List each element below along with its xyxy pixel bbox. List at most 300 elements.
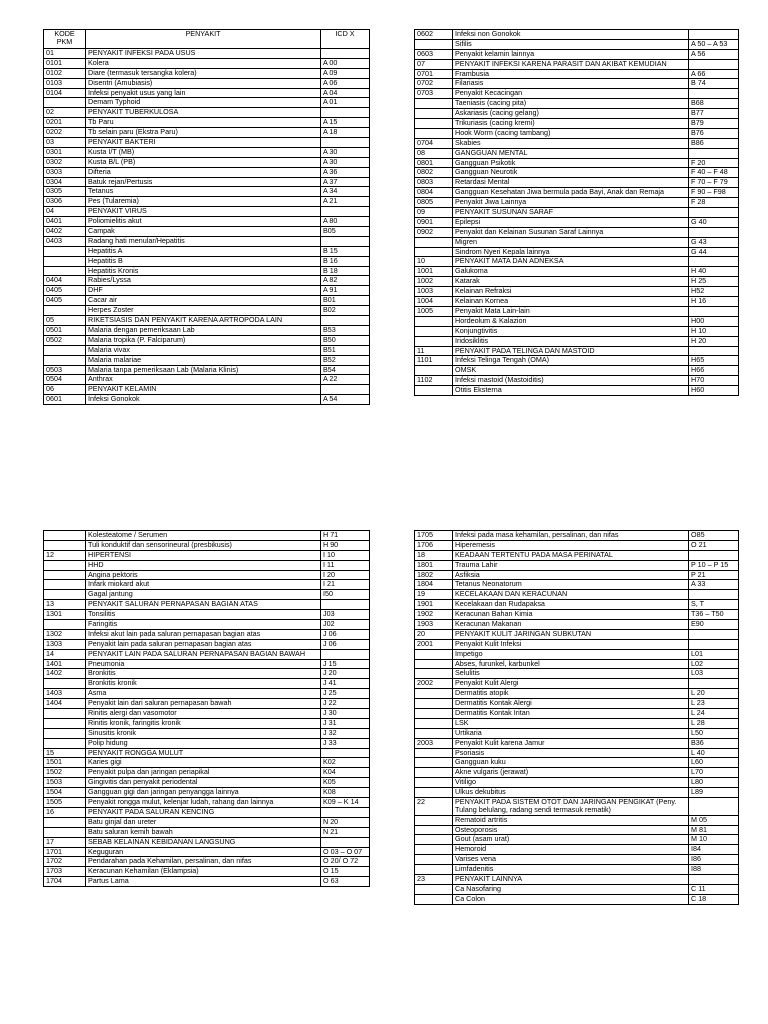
row-icd — [689, 227, 739, 237]
table-row — [44, 709, 370, 719]
row-code — [44, 718, 86, 728]
row-disease: Rematoid artritis — [453, 815, 689, 825]
row-icd: H65 — [689, 356, 739, 366]
row-icd — [321, 837, 370, 847]
table-row — [415, 386, 739, 396]
row-icd: C 18 — [689, 894, 739, 904]
row-code: 0403 — [44, 236, 86, 246]
row-disease: Psoriasis — [453, 748, 689, 758]
table-row — [415, 600, 739, 610]
row-icd: S, T — [689, 600, 739, 610]
row-icd: L 28 — [689, 718, 739, 728]
row-icd: H66 — [689, 366, 739, 376]
table-row — [44, 118, 370, 128]
row-code — [415, 39, 453, 49]
table-row — [415, 669, 739, 679]
row-disease: Hepatitis B — [86, 256, 321, 266]
row-icd — [689, 257, 739, 267]
row-disease: Ca Nasofaring — [453, 884, 689, 894]
table-row — [44, 236, 370, 246]
table-row — [415, 855, 739, 865]
row-icd: A 91 — [321, 286, 370, 296]
row-code — [44, 590, 86, 600]
table-row — [415, 267, 739, 277]
table-row — [415, 188, 739, 198]
row-code — [415, 894, 453, 904]
row-code: 2002 — [415, 679, 453, 689]
table-row — [44, 266, 370, 276]
row-icd: A 34 — [321, 187, 370, 197]
row-code: 01 — [44, 49, 86, 59]
row-disease: Infeksi penyakit usus yang lain — [86, 88, 321, 98]
row-code: 0405 — [44, 286, 86, 296]
table-row — [415, 689, 739, 699]
row-code — [415, 815, 453, 825]
disease-table-1 — [43, 29, 370, 405]
table-row — [415, 79, 739, 89]
row-code: 1002 — [415, 277, 453, 287]
row-disease: Infeksi Telinga Tengah (OMA) — [453, 356, 689, 366]
table-row — [415, 148, 739, 158]
row-disease: LSK — [453, 718, 689, 728]
row-icd: B77 — [689, 109, 739, 119]
row-code — [44, 827, 86, 837]
table-row — [44, 620, 370, 630]
table-row — [44, 78, 370, 88]
table-row — [44, 639, 370, 649]
row-icd: L80 — [689, 778, 739, 788]
row-disease: PENYAKIT PADA TELINGA DAN MASTOID — [453, 346, 689, 356]
row-icd: J 31 — [321, 718, 370, 728]
row-icd — [689, 89, 739, 99]
row-icd: J 25 — [321, 689, 370, 699]
row-icd: H 16 — [689, 297, 739, 307]
row-code: 0703 — [415, 89, 453, 99]
row-icd: J 41 — [321, 679, 370, 689]
row-icd — [689, 639, 739, 649]
row-icd: B01 — [321, 296, 370, 306]
table-row — [415, 550, 739, 560]
row-icd: A 50 – A 53 — [689, 39, 739, 49]
row-icd: L50 — [689, 728, 739, 738]
row-code — [415, 336, 453, 346]
row-icd: O85 — [689, 531, 739, 541]
row-disease: Malaria vivax — [86, 345, 321, 355]
row-icd: K08 — [321, 788, 370, 798]
row-code: 0804 — [415, 188, 453, 198]
row-disease: PENYAKIT PADA SALURAN KENCING — [86, 807, 321, 817]
table-row — [415, 718, 739, 728]
row-disease: Gangguan kuku — [453, 758, 689, 768]
row-disease: Malaria malariae — [86, 355, 321, 365]
row-disease: Infeksi non Gonokok — [453, 30, 689, 40]
row-disease: Penyakit Mata Lain-lain — [453, 306, 689, 316]
table-row — [415, 815, 739, 825]
table-header-row — [44, 30, 370, 49]
row-disease: Tb Paru — [86, 118, 321, 128]
row-disease: PENYAKIT TUBERKULOSA — [86, 108, 321, 118]
row-icd: A 18 — [321, 128, 370, 138]
row-disease: Tb selain paru (Ekstra Paru) — [86, 128, 321, 138]
row-code: 1804 — [415, 580, 453, 590]
row-icd — [689, 874, 739, 884]
table-row — [415, 788, 739, 798]
row-disease: Otitis Eksterna — [453, 386, 689, 396]
row-disease: HHD — [86, 560, 321, 570]
table-row — [44, 276, 370, 286]
row-disease: KECELAKAAN DAN KERACUNAN — [453, 590, 689, 600]
row-icd: A 21 — [321, 197, 370, 207]
table-row — [415, 316, 739, 326]
row-code: 1302 — [44, 629, 86, 639]
row-icd — [321, 649, 370, 659]
row-icd: B68 — [689, 99, 739, 109]
row-code: 1701 — [44, 847, 86, 857]
row-disease: Penyakit pulpa dan jaringan periapikal — [86, 768, 321, 778]
row-code — [44, 306, 86, 316]
table-row — [415, 884, 739, 894]
row-disease: Selulitis — [453, 669, 689, 679]
row-disease: PENYAKIT KULIT JARINGAN SUBKUTAN — [453, 629, 689, 639]
row-disease: Abses, furunkel, karbunkel — [453, 659, 689, 669]
row-icd: I86 — [689, 855, 739, 865]
table-row — [44, 778, 370, 788]
row-disease: Migren — [453, 237, 689, 247]
table-row — [44, 395, 370, 405]
row-code — [415, 758, 453, 768]
row-disease: Sindrom Nyeri Kepala lainnya — [453, 247, 689, 257]
row-code: 0501 — [44, 325, 86, 335]
row-code — [415, 709, 453, 719]
row-icd — [321, 49, 370, 59]
table-row — [415, 768, 739, 778]
row-code: 05 — [44, 316, 86, 326]
row-code: 11 — [415, 346, 453, 356]
row-icd: O 63 — [321, 877, 370, 887]
row-code: 0805 — [415, 198, 453, 208]
row-disease: PENYAKIT SALURAN PERNAPASAN BAGIAN ATAS — [86, 600, 321, 610]
row-icd: I 10 — [321, 550, 370, 560]
table-row — [44, 649, 370, 659]
row-code: 08 — [415, 148, 453, 158]
table-row — [415, 738, 739, 748]
row-icd: A 01 — [321, 98, 370, 108]
table-row — [415, 778, 739, 788]
row-code — [415, 788, 453, 798]
row-icd: A 30 — [321, 157, 370, 167]
row-icd — [321, 108, 370, 118]
row-code: 1303 — [44, 639, 86, 649]
row-disease: Penyakit Kulit karena Jamur — [453, 738, 689, 748]
row-icd — [321, 385, 370, 395]
row-icd: H00 — [689, 316, 739, 326]
row-icd: A 82 — [321, 276, 370, 286]
row-code — [415, 366, 453, 376]
row-code: 0302 — [44, 157, 86, 167]
table-row — [44, 355, 370, 365]
table-row — [44, 837, 370, 847]
table-row — [415, 610, 739, 620]
row-icd: B54 — [321, 365, 370, 375]
table-row — [44, 540, 370, 550]
row-disease: Pendarahan pada Kehamilan, persalinan, dan nifas — [86, 857, 321, 867]
row-code: 0603 — [415, 49, 453, 59]
row-icd — [321, 748, 370, 758]
row-icd: O 15 — [321, 867, 370, 877]
row-disease: Taeniasis (cacing pita) — [453, 99, 689, 109]
row-disease: Frambusia — [453, 69, 689, 79]
row-disease: PENYAKIT MATA DAN ADNEKSA — [453, 257, 689, 267]
table-row — [415, 306, 739, 316]
table-row — [44, 49, 370, 59]
row-code: 20 — [415, 629, 453, 639]
row-icd: F 70 – F 79 — [689, 178, 739, 188]
row-code — [415, 689, 453, 699]
table-row — [44, 699, 370, 709]
row-icd: A 09 — [321, 68, 370, 78]
row-icd: B51 — [321, 345, 370, 355]
row-code — [44, 355, 86, 365]
row-code: 0405 — [44, 296, 86, 306]
table-row — [415, 217, 739, 227]
row-icd: H70 — [689, 376, 739, 386]
row-code — [44, 738, 86, 748]
row-icd: F 28 — [689, 198, 739, 208]
table-row — [415, 639, 739, 649]
row-icd: K04 — [321, 768, 370, 778]
row-icd: H 90 — [321, 540, 370, 550]
table-row — [44, 847, 370, 857]
row-code: 1404 — [44, 699, 86, 709]
table-row — [44, 335, 370, 345]
table-row — [415, 699, 739, 709]
row-disease: Gangguan gigi dan jaringan penyangga lainnya — [86, 788, 321, 798]
table-row — [44, 807, 370, 817]
table-row — [44, 296, 370, 306]
row-code: 0103 — [44, 78, 86, 88]
row-code — [415, 718, 453, 728]
row-code: 1402 — [44, 669, 86, 679]
row-code: 0404 — [44, 276, 86, 286]
table-row — [415, 629, 739, 639]
row-disease: Penyakit lain dari saluran pernapasan bawah — [86, 699, 321, 709]
row-disease: Akne vulgaris (jerawat) — [453, 768, 689, 778]
row-code: 1003 — [415, 287, 453, 297]
row-disease: Retardasi Mental — [453, 178, 689, 188]
table-row — [44, 590, 370, 600]
row-disease: Konjungtivitis — [453, 326, 689, 336]
row-disease: PENYAKIT INFEKSI KARENA PARASIT DAN AKIBAT KEMUDIAN — [453, 59, 689, 69]
row-disease: Malaria tropika (P. Falciparum) — [86, 335, 321, 345]
table-row — [415, 277, 739, 287]
table-row — [44, 325, 370, 335]
row-icd — [689, 346, 739, 356]
table-row — [415, 59, 739, 69]
row-disease: Keguguran — [86, 847, 321, 857]
row-code: 1802 — [415, 570, 453, 580]
table-row — [415, 178, 739, 188]
disease-table-3 — [43, 530, 370, 887]
row-icd: L 23 — [689, 699, 739, 709]
row-icd: A 00 — [321, 58, 370, 68]
row-disease: Asfiksia — [453, 570, 689, 580]
row-icd: H 20 — [689, 336, 739, 346]
table-row — [415, 728, 739, 738]
table-row — [415, 649, 739, 659]
row-disease: DHF — [86, 286, 321, 296]
table-row — [415, 356, 739, 366]
row-icd: B50 — [321, 335, 370, 345]
table-row — [415, 620, 739, 630]
row-disease: PENYAKIT VIRUS — [86, 207, 321, 217]
row-disease: Gangguan Kesehatan Jiwa bermula pada Bayi, Anak dan Remaja — [453, 188, 689, 198]
row-icd: A 37 — [321, 177, 370, 187]
row-disease: Vitiligo — [453, 778, 689, 788]
row-icd: I50 — [321, 590, 370, 600]
row-code — [44, 560, 86, 570]
row-disease: Pes (Tularemia) — [86, 197, 321, 207]
row-disease: Cacar air — [86, 296, 321, 306]
table-row — [44, 718, 370, 728]
row-disease: Infeksi pada masa kehamilan, persalinan, dan nifas — [453, 531, 689, 541]
row-icd: L 40 — [689, 748, 739, 758]
row-disease: Polip hidung — [86, 738, 321, 748]
row-icd: A 54 — [321, 395, 370, 405]
row-icd: B 15 — [321, 246, 370, 256]
table-row — [44, 177, 370, 187]
row-code: 2003 — [415, 738, 453, 748]
row-code: 1004 — [415, 297, 453, 307]
table-row — [44, 286, 370, 296]
row-icd: B02 — [321, 306, 370, 316]
row-disease: Infeksi Gonokok — [86, 395, 321, 405]
table-row — [415, 247, 739, 257]
row-code: 1503 — [44, 778, 86, 788]
row-disease: Sifilis — [453, 39, 689, 49]
row-icd: O 03 – O 07 — [321, 847, 370, 857]
row-code — [415, 237, 453, 247]
row-code: 0902 — [415, 227, 453, 237]
row-code — [44, 540, 86, 550]
row-code — [415, 316, 453, 326]
row-disease: Batu saluran kemih bawah — [86, 827, 321, 837]
row-code: 1501 — [44, 758, 86, 768]
row-code: 0304 — [44, 177, 86, 187]
table-row — [415, 30, 739, 40]
row-icd: O 21 — [689, 540, 739, 550]
row-disease: Tetanus — [86, 187, 321, 197]
row-code — [415, 884, 453, 894]
row-disease: Kusta I/T (MB) — [86, 147, 321, 157]
table-row — [415, 366, 739, 376]
row-icd — [321, 316, 370, 326]
row-disease: Penyakit dan Kelainan Susunan Saraf Lainnya — [453, 227, 689, 237]
row-code: 1903 — [415, 620, 453, 630]
row-icd: B 16 — [321, 256, 370, 266]
row-code: 1504 — [44, 788, 86, 798]
row-disease: Anthrax — [86, 375, 321, 385]
table-row — [44, 316, 370, 326]
table-row — [44, 98, 370, 108]
row-icd: T36 – T50 — [689, 610, 739, 620]
table-row — [415, 237, 739, 247]
row-icd: B 74 — [689, 79, 739, 89]
row-code — [415, 649, 453, 659]
row-code: 0202 — [44, 128, 86, 138]
table-row — [415, 570, 739, 580]
row-disease: Askariasis (cacing gelang) — [453, 109, 689, 119]
row-icd: J 32 — [321, 728, 370, 738]
row-icd: J 33 — [321, 738, 370, 748]
row-code — [44, 620, 86, 630]
row-disease: Epilepsi — [453, 217, 689, 227]
row-disease: Dermatitis Kontak Alergi — [453, 699, 689, 709]
row-code — [415, 119, 453, 129]
row-disease: Penyakit Kulit Alergi — [453, 679, 689, 689]
table-row — [44, 197, 370, 207]
table-row — [415, 540, 739, 550]
table-row — [415, 257, 739, 267]
row-code — [44, 98, 86, 108]
row-disease: Malaria tanpa pemeriksaan Lab (Malaria Klinis) — [86, 365, 321, 375]
row-disease: Gangguan Neurotik — [453, 168, 689, 178]
table-row — [415, 798, 739, 816]
row-icd: M 10 — [689, 835, 739, 845]
table-row — [415, 709, 739, 719]
row-disease: Tuli konduktif dan sensorineural (presbikusis) — [86, 540, 321, 550]
row-code — [415, 699, 453, 709]
row-code: 16 — [44, 807, 86, 817]
table-row — [415, 128, 739, 138]
row-code — [415, 855, 453, 865]
table-row — [415, 138, 739, 148]
row-icd: B 18 — [321, 266, 370, 276]
row-disease: PENYAKIT BAKTERI — [86, 138, 321, 148]
row-icd: L60 — [689, 758, 739, 768]
row-disease: Limfadenitis — [453, 865, 689, 875]
table-row — [44, 629, 370, 639]
table-row — [44, 550, 370, 560]
row-code: 0602 — [415, 30, 453, 40]
row-disease: RIKETSIASIS DAN PENYAKIT KARENA ARTROPODA LAIN — [86, 316, 321, 326]
row-disease: Angina pektoris — [86, 570, 321, 580]
row-icd: I88 — [689, 865, 739, 875]
row-icd: J 15 — [321, 659, 370, 669]
row-disease: Impetigo — [453, 649, 689, 659]
row-disease: Tetanus Neonatorum — [453, 580, 689, 590]
row-disease: HIPERTENSI — [86, 550, 321, 560]
table-row — [44, 227, 370, 237]
row-icd: L89 — [689, 788, 739, 798]
table-row — [415, 580, 739, 590]
row-icd: L70 — [689, 768, 739, 778]
row-disease: Kelainan Kornea — [453, 297, 689, 307]
row-code: 18 — [415, 550, 453, 560]
row-icd: J 06 — [321, 639, 370, 649]
row-code: 0702 — [415, 79, 453, 89]
row-disease: Partus Lama — [86, 877, 321, 887]
table-row — [44, 207, 370, 217]
table-row — [44, 788, 370, 798]
table-row — [415, 748, 739, 758]
row-disease: Disentri (Amubiasis) — [86, 78, 321, 88]
row-disease: Herpes Zoster — [86, 306, 321, 316]
row-code: 1403 — [44, 689, 86, 699]
row-icd — [689, 798, 739, 816]
row-icd: H 71 — [321, 531, 370, 541]
table-row — [44, 88, 370, 98]
row-disease: Urtikaria — [453, 728, 689, 738]
